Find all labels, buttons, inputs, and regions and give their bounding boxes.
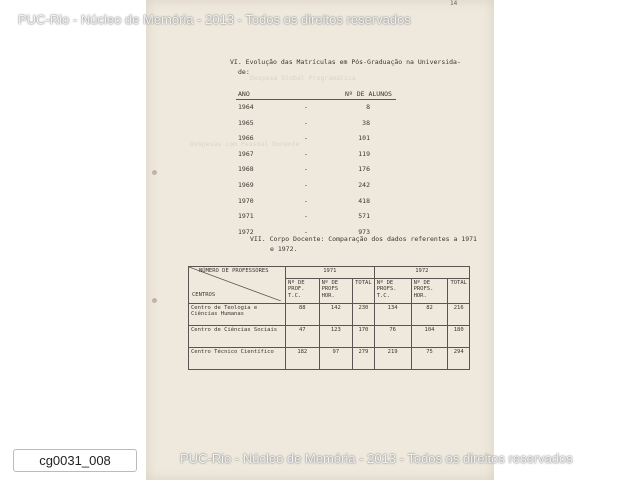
dash-cell: - xyxy=(304,134,308,143)
punch-hole xyxy=(152,170,157,175)
faculty-table xyxy=(188,266,470,370)
watermark-crest xyxy=(450,240,510,350)
students-cell: 973 xyxy=(358,227,370,236)
year-cell: 1967 xyxy=(238,149,254,158)
dash-cell: - xyxy=(304,118,308,127)
enrollment-row xyxy=(238,119,378,131)
centro-cell: Centro de Ciências Sociais xyxy=(189,326,286,348)
subcol-header: Nº DE PROFS. HOR. xyxy=(411,279,448,304)
diagonal-header-cell xyxy=(189,267,286,304)
subcol-header: Nº DE PROFS. T.C. xyxy=(374,279,411,304)
count-cell: 104 xyxy=(411,326,448,348)
centro-cell: Centro de Teologia e Ciências Humanas xyxy=(189,304,286,326)
students-cell: 571 xyxy=(358,212,370,221)
count-cell: 279 xyxy=(353,348,375,370)
count-cell: 230 xyxy=(353,304,375,326)
enrollment-row xyxy=(238,165,378,177)
year-cell: 1970 xyxy=(238,196,254,205)
subcol-header: TOTAL xyxy=(448,279,470,304)
dash-cell: - xyxy=(304,212,308,221)
centro-cell: Centro Técnico Científico xyxy=(189,348,286,370)
year-cell: 1968 xyxy=(238,165,254,174)
students-cell: 242 xyxy=(358,181,370,189)
watermark-top: PUC-Rio - Núcleo de Memória - 2013 - Todos os direitos reservados xyxy=(18,12,411,27)
count-cell: 294 xyxy=(448,348,470,370)
year-1971-header: 1971 xyxy=(286,267,375,279)
year-cell: 1971 xyxy=(238,212,254,221)
section-vii-title-line1: VII. Corpo Docente: Comparação dos dados referentes a 1971 xyxy=(250,235,477,243)
enrollment-row xyxy=(238,181,378,193)
count-cell: 219 xyxy=(374,348,411,370)
year-1972-header: 1972 xyxy=(374,267,469,279)
count-cell: 170 xyxy=(353,326,375,348)
students-cell: 101 xyxy=(358,134,370,143)
punch-hole xyxy=(152,298,157,303)
dash-cell: - xyxy=(304,149,308,158)
count-cell: 123 xyxy=(319,326,353,348)
dash-cell: - xyxy=(304,196,308,205)
section-vi-title-line2: de: xyxy=(238,68,250,76)
year-cell: 1972 xyxy=(238,227,254,236)
count-cell: 97 xyxy=(319,348,353,370)
column-header-year: ANO xyxy=(238,90,250,98)
header-number-of-professors: NÚMERO DE PROFESSORES xyxy=(199,268,269,274)
count-cell: 182 xyxy=(286,348,320,370)
year-cell: 1966 xyxy=(238,134,254,143)
count-cell: 82 xyxy=(411,304,448,326)
students-cell: 418 xyxy=(358,196,370,205)
enrollment-row xyxy=(238,134,378,146)
count-cell: 142 xyxy=(319,304,353,326)
count-cell: 216 xyxy=(448,304,470,326)
dash-cell: - xyxy=(304,103,308,111)
page-number: 14 xyxy=(450,0,458,7)
enrollment-row xyxy=(238,103,378,115)
faculty-row xyxy=(189,326,470,348)
dash-cell: - xyxy=(304,165,308,174)
students-cell: 119 xyxy=(358,149,370,158)
enrollment-row xyxy=(238,150,378,162)
year-cell: 1965 xyxy=(238,118,254,127)
dash-cell: - xyxy=(304,227,308,236)
header-centros: CENTROS xyxy=(192,292,216,298)
year-cell: 1969 xyxy=(238,181,254,189)
document-id-label: cg0031_008 xyxy=(13,449,137,472)
year-cell: 1964 xyxy=(238,103,254,111)
column-header-students: Nº DE ALUNOS xyxy=(345,90,392,98)
students-cell: 8 xyxy=(366,103,370,111)
bleed-through-text: Despesas com Pessoal Docente xyxy=(190,140,300,148)
subcol-header: TOTAL xyxy=(353,279,375,304)
watermark-bottom: PUC-Rio - Núcleo de Memória - 2013 - Todos os direitos reservados xyxy=(180,451,573,466)
students-cell: 176 xyxy=(358,165,370,174)
subcol-header: Nº DE PROF. T.C. xyxy=(286,279,320,304)
bleed-through-text: Despesa Global Programática xyxy=(250,74,356,82)
subcol-header: Nº DE PROFS HOR. xyxy=(319,279,353,304)
section-vi-title-line1: VI. Evolução das Matrículas em Pós-Graduação na Universida- xyxy=(230,58,461,66)
enrollment-row xyxy=(238,212,378,224)
faculty-row xyxy=(189,304,470,326)
students-cell: 38 xyxy=(362,118,370,127)
section-vii-title-line2: e 1972. xyxy=(270,245,298,253)
dash-cell: - xyxy=(304,181,308,189)
enrollment-row xyxy=(238,197,378,209)
faculty-row xyxy=(189,348,470,370)
count-cell: 47 xyxy=(286,326,320,348)
header-rule xyxy=(236,99,396,100)
count-cell: 76 xyxy=(374,326,411,348)
count-cell: 75 xyxy=(411,348,448,370)
count-cell: 134 xyxy=(374,304,411,326)
count-cell: 180 xyxy=(448,326,470,348)
count-cell: 88 xyxy=(286,304,320,326)
